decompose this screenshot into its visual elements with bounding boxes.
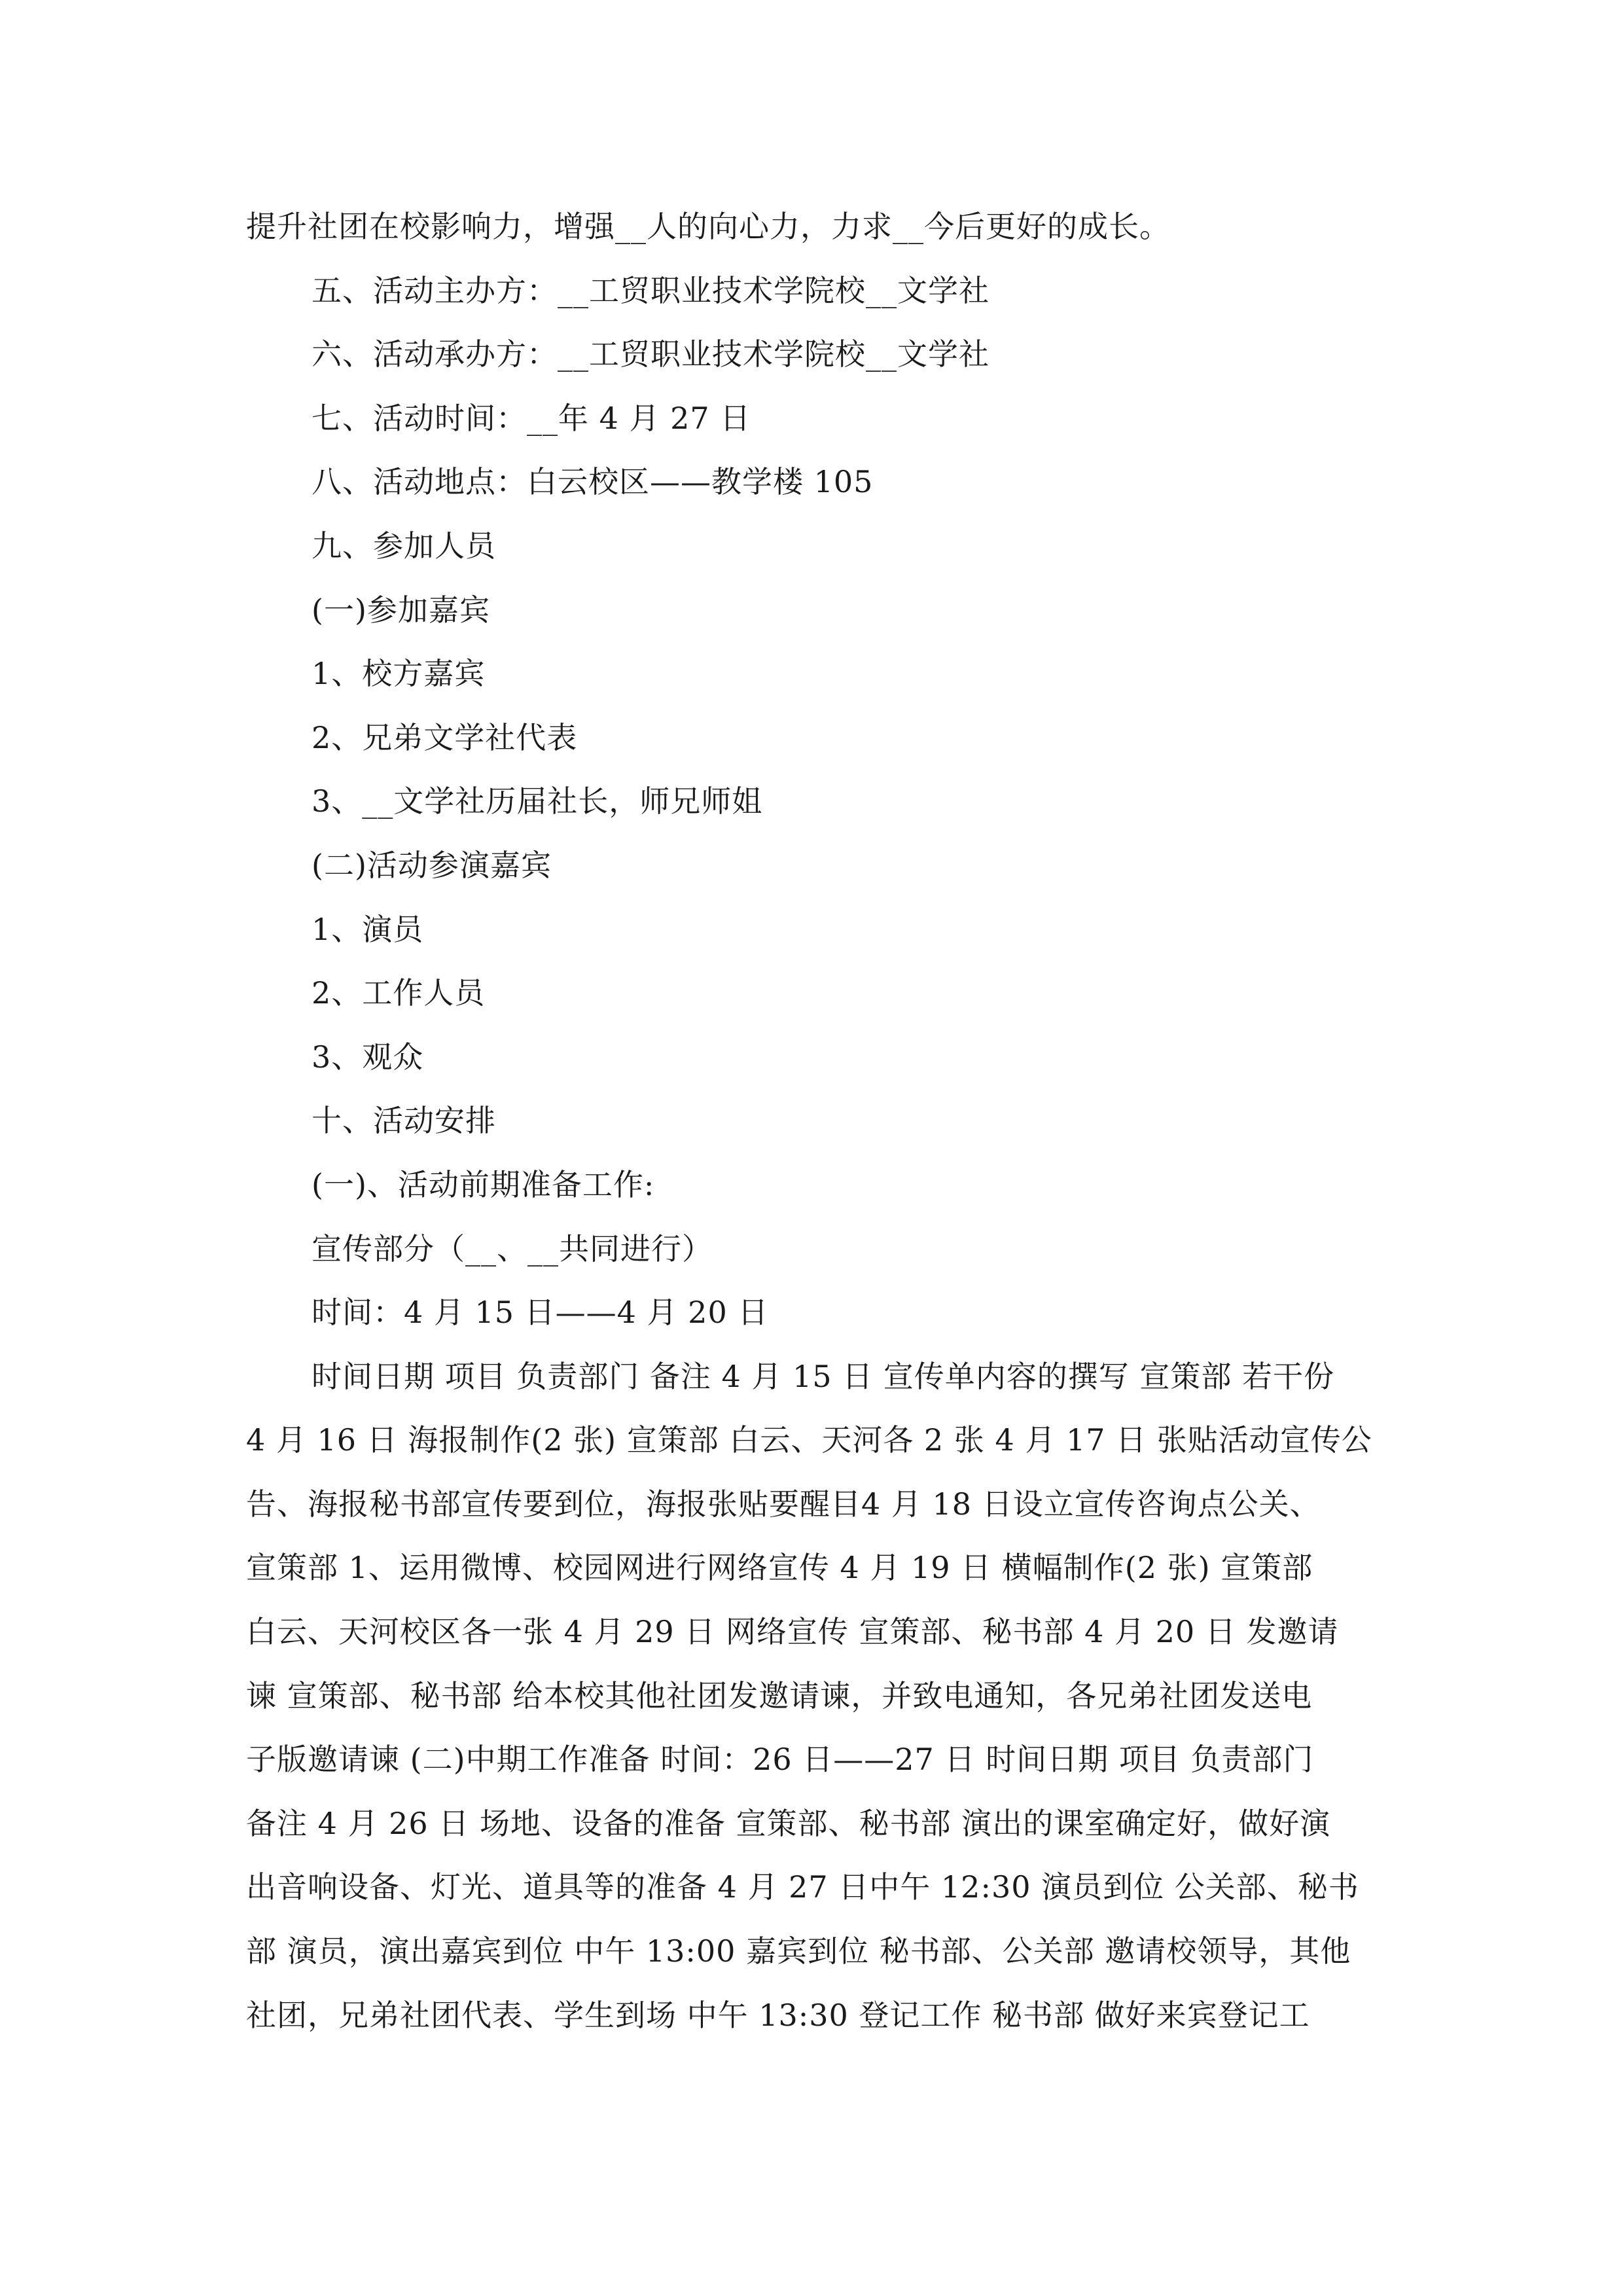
- section-heading-organizer: 五、活动主办方：__工贸职业技术学院校__文学社: [312, 272, 990, 308]
- paragraph-line: 部 演员，演出嘉宾到位 中午 13:00 嘉宾到位 秘书部、公关部 邀请校领导，其他: [246, 1933, 1351, 1969]
- paragraph-line: 备注 4 月 26 日 场地、设备的准备 宣策部、秘书部 演出的课室确定好，做好演: [246, 1805, 1331, 1841]
- list-item: 1、演员: [312, 911, 424, 947]
- section-heading-arrangement: 十、活动安排: [312, 1103, 496, 1139]
- paragraph-line: 宣策部 1、运用微博、校园网进行网络宣传 4 月 19 日 横幅制作(2 张) 宣策部: [246, 1550, 1313, 1586]
- subsection-heading-guests: (一)参加嘉宾: [312, 592, 490, 628]
- subsection-heading-performers: (二)活动参演嘉宾: [312, 847, 552, 883]
- paragraph-line: 时间：4 月 15 日——4 月 20 日: [312, 1295, 769, 1331]
- section-heading-time: 七、活动时间：__年 4 月 27 日: [312, 400, 751, 436]
- paragraph-line: 宣传部分（__、__共同进行）: [312, 1230, 713, 1266]
- list-item: 1、校方嘉宾: [312, 656, 486, 692]
- list-item: 2、兄弟文学社代表: [312, 719, 578, 755]
- list-item: 3、__文学社历届社长，师兄师姐: [312, 783, 763, 819]
- paragraph-line: 社团，兄弟社团代表、学生到场 中午 13:30 登记工作 秘书部 做好来宾登记工: [246, 1997, 1310, 2033]
- paragraph-line: 白云、天河校区各一张 4 月 29 日 网络宣传 宣策部、秘书部 4 月 20 日 发邀请: [246, 1614, 1339, 1650]
- paragraph-line: 出音响设备、灯光、道具等的准备 4 月 27 日中午 12:30 演员到位 公关部、秘书: [246, 1869, 1359, 1905]
- paragraph-line: 提升社团在校影响力，增强__人的向心力，力求__今后更好的成长。: [246, 209, 1170, 244]
- paragraph-line: 4 月 16 日 海报制作(2 张) 宣策部 白云、天河各 2 张 4 月 17 日 张贴活动宣传公: [246, 1422, 1372, 1458]
- section-heading-participants: 九、参加人员: [312, 528, 496, 564]
- section-heading-co-organizer: 六、活动承办方：__工贸职业技术学院校__文学社: [312, 336, 990, 372]
- paragraph-line: 时间日期 项目 负责部门 备注 4 月 15 日 宣传单内容的撰写 宣策部 若干份: [312, 1358, 1335, 1394]
- document-body: [246, 195, 1378, 2047]
- paragraph-line: 谏 宣策部、秘书部 给本校其他社团发邀请谏，并致电通知，各兄弟社团发送电: [246, 1677, 1313, 1713]
- list-item: 2、工作人员: [312, 975, 486, 1011]
- section-heading-location: 八、活动地点：白云校区——教学楼 105: [312, 464, 874, 500]
- subsection-heading-preparation: (一)、活动前期准备工作:: [312, 1166, 655, 1202]
- paragraph-line: 子版邀请谏 (二)中期工作准备 时间：26 日——27 日 时间日期 项目 负责部门: [246, 1742, 1314, 1778]
- list-item: 3、观众: [312, 1039, 424, 1075]
- paragraph-line: 告、海报秘书部宣传要到位，海报张贴要醒目4 月 18 日设立宣传咨询点公关、: [246, 1486, 1321, 1522]
